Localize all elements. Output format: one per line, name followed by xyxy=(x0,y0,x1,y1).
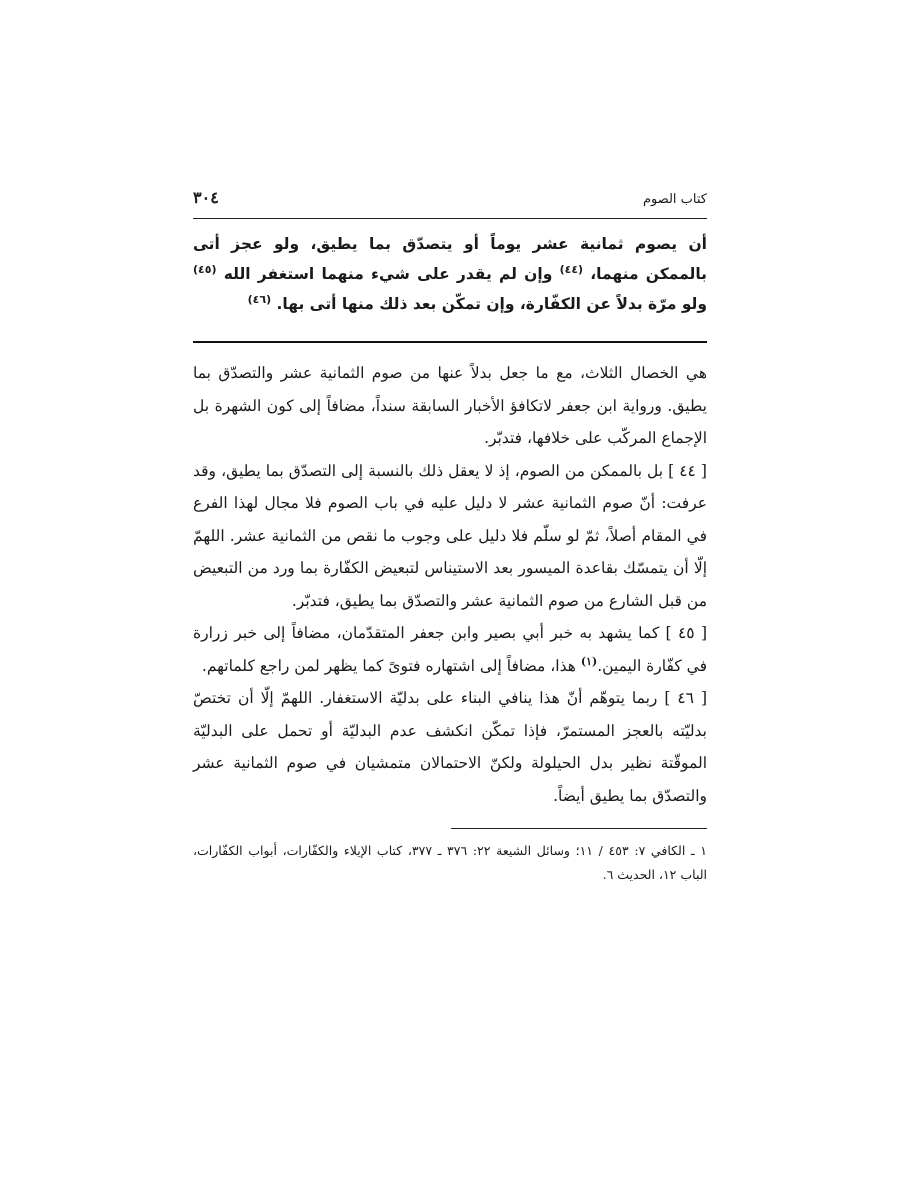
main-text-ref-44: (٤٤) xyxy=(559,262,584,276)
running-header xyxy=(193,188,707,219)
commentary-paragraph-44: [ ٤٤ ] بل بالممكن من الصوم، إذ لا يعقل ذلك بالنسبة إلى التصدّق بما يطيق، وقد عرفت: أنّ صوم الثمانية عشر لا دليل عليه في باب الصوم فلا مجال لهذا الفرع في المقام أصلاً، ثمّ لو سلّم فلا دليل على وجوب ما نقص من الثمانية عشر. اللهمّ إلّا أن يتمسّك بقاعدة الميسور بعد الاستيناس لتبعيض الكفّارة بما ورد من التبعيض من قبل الشارع من صوم الثمانية عشر والتصدّق بما يطيق، فتدبّر. xyxy=(193,461,707,610)
main-text-ref-46: (٤٦) xyxy=(247,292,272,306)
main-text-part-1: أن يصوم ثمانية عشر يوماً أو يتصدّق بما يطيق، ولو عجز أتى بالممكن منهما، xyxy=(193,235,707,283)
book-page xyxy=(193,188,707,1188)
commentary-paragraph-1: هي الخصال الثلاث، مع ما جعل بدلاً عنها من صوم الثمانية عشر والتصدّق بما يطيق. ورواية ابن جعفر لاتكافؤ الأخبار السابقة سنداً، مضافاً إلى كون الشهرة بل الإجماع المركّب على خلافها، فتدبّر. xyxy=(193,364,707,447)
main-text-part-2: وإن لم يقدر على شيء منهما استغفر الله xyxy=(223,265,553,283)
main-text-ref-45: (٤٥) xyxy=(193,262,217,276)
page-number: ٣٠٤ xyxy=(193,188,219,207)
section-divider xyxy=(193,341,707,343)
book-title: كتاب الصوم xyxy=(642,192,707,207)
main-text xyxy=(193,229,707,319)
footnote-ref-1: (١) xyxy=(580,654,598,668)
footnote-1: ١ ـ الكافي ٧: ٤٥٣ / ١١؛ وسائل الشيعة ٢٢: ٣٧٦ ـ ٣٧٧، كتاب الإيلاء والكفّارات، أبواب الكفّارات، الباب ١٢، الحديث ٦. xyxy=(193,843,707,882)
commentary-paragraph-45-b: هذا، مضافاً إلى اشتهاره فتوىً كما يظهر لمن راجع كلماتهم. xyxy=(201,656,581,675)
footnotes xyxy=(193,839,707,887)
commentary-paragraph-45 xyxy=(193,617,707,682)
commentary xyxy=(193,357,707,812)
footnote-divider xyxy=(451,828,707,829)
commentary-paragraph-46: [ ٤٦ ] ربما يتوهّم أنّ هذا ينافي البناء على بدليّة الاستغفار. اللهمّ إلّا أن تختصّ بدليّته بالعجز المستمرّ، فإذا تمكّن انكشف عدم البدليّة أو تحمل على البدليّة الموقّتة نظير بدل الحيلولة ولكنّ الاحتمالان متمشيان في صوم الثمانية عشر والتصدّق بما يطيق أيضاً. xyxy=(193,689,707,805)
main-text-part-3: ولو مرّة بدلاً عن الكفّارة، وإن تمكّن بعد ذلك منها أتى بها. xyxy=(276,295,707,313)
commentary-paragraph-45-a: [ ٤٥ ] كما يشهد به خبر أبي بصير وابن جعفر المتقدّمان، مضافاً إلى خبر زرارة في كفّارة اليمين. xyxy=(193,624,707,675)
